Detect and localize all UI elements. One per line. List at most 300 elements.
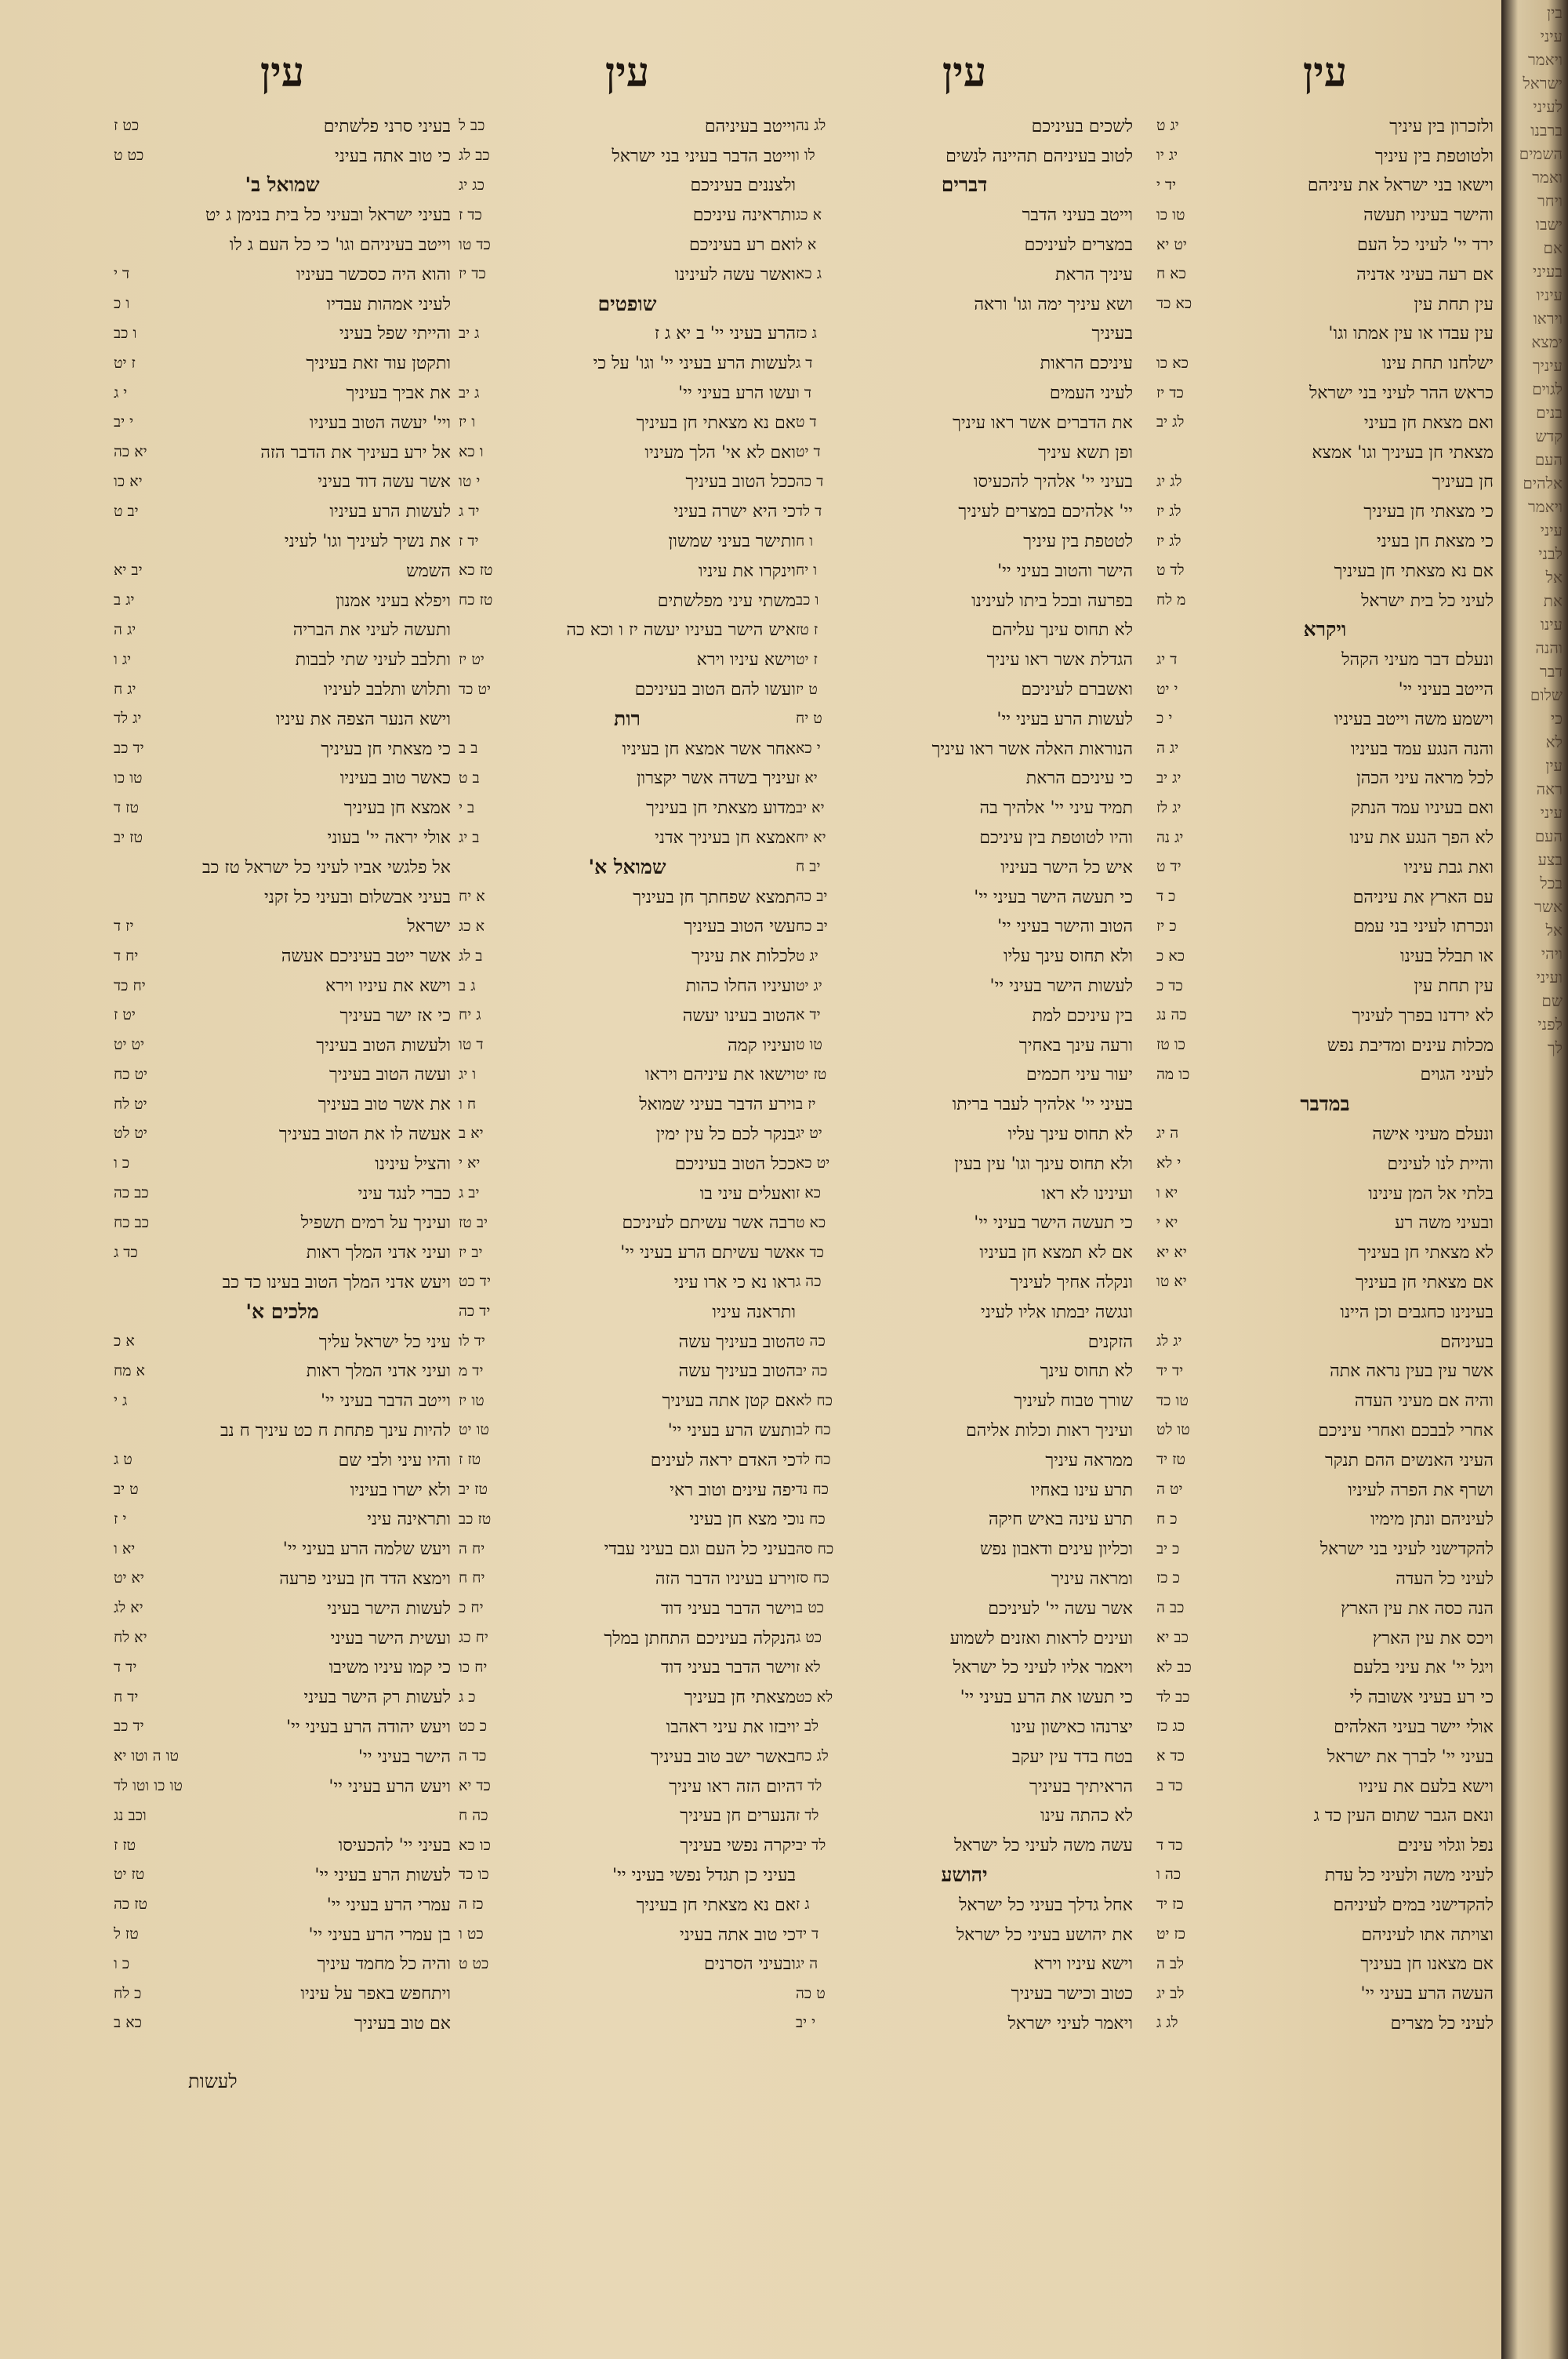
entry-text: הנה כסה את עין הארץ <box>1341 1598 1494 1619</box>
concordance-entry <box>114 378 451 408</box>
entry-reference: כח סז <box>796 1569 829 1587</box>
entry-reference: טו כד <box>1156 1391 1189 1409</box>
entry-text: כי תעשו את הרע בעיני יי' <box>960 1688 1133 1708</box>
entry-text: היום הזה ראו עיניך <box>669 1776 796 1797</box>
entry-text: ונגשה יבמתו אליו לעיני <box>980 1302 1133 1322</box>
entry-reference: כא כד <box>1156 295 1192 313</box>
entry-reference: ב לג <box>459 947 483 965</box>
entry-text: כי עיניכם הראת <box>1025 769 1133 789</box>
concordance-entry <box>1156 467 1494 497</box>
entry-reference: טז ד <box>114 798 139 816</box>
entry-reference: כד ד <box>1156 1836 1183 1854</box>
entry-reference: כא כ <box>1156 947 1185 965</box>
entry-text: ככל הטוב בעיניך <box>685 472 796 493</box>
entry-text: ושרף את הפרה לעיניו <box>1348 1480 1494 1500</box>
entry-text: ותראינה עיניכם <box>692 205 796 226</box>
entry-reference: טו יט <box>459 1421 489 1439</box>
entry-reference: כד יז <box>1156 383 1184 402</box>
concordance-entry <box>114 793 451 823</box>
entry-reference: כב לג <box>459 147 490 165</box>
entry-reference: לד ט <box>1156 562 1185 580</box>
entry-reference: כ ד <box>1156 888 1176 906</box>
concordance-entry <box>459 1089 796 1119</box>
concordance-entry <box>796 1208 1133 1238</box>
edge-fragment: בכל <box>1540 874 1563 892</box>
concordance-entry <box>459 823 796 852</box>
entry-text: ולא תחוס עינך וגו' עין בעין <box>954 1154 1133 1174</box>
entry-reference: יז ב <box>796 1095 816 1113</box>
entry-text: אם לא תמצא חן בעיניו <box>979 1243 1133 1263</box>
entry-text: ויבזו את עיני ראהבו <box>666 1717 796 1737</box>
entry-text: אל פלגשי אביו לעיני כל ישראל טז כב <box>202 857 451 878</box>
entry-text: עם הארץ את עיניהם <box>1352 887 1494 907</box>
concordance-entry <box>459 467 796 497</box>
entry-text: כי האדם יראה לעינים <box>650 1450 796 1470</box>
entry-text: ואם מצאת חן בעיני <box>1363 413 1494 433</box>
entry-reference: ו יג <box>459 1065 477 1083</box>
concordance-entry <box>114 1179 451 1209</box>
edge-fragment: לך <box>1547 1038 1563 1057</box>
edge-fragment: העם <box>1534 450 1563 469</box>
entry-reference: יט כד <box>459 680 491 698</box>
entry-text: ישראל <box>407 917 451 937</box>
entry-text: יי' אלהיכם במצרים לעיניך <box>958 502 1133 522</box>
concordance-entry <box>796 734 1133 764</box>
entry-text: עשו הרע בעיני יי' <box>678 383 796 404</box>
concordance-entry <box>1156 1830 1494 1860</box>
entry-reference: טו כו <box>1156 205 1185 224</box>
entry-reference: יג ה <box>1156 740 1179 758</box>
concordance-entry <box>459 141 796 171</box>
entry-reference: יט כח <box>114 1065 148 1083</box>
entry-text: רות <box>614 707 641 730</box>
entry-text: אם קטן אתה בעיניך <box>662 1391 796 1412</box>
entry-reference: ה יג <box>796 1954 818 1972</box>
concordance-entry <box>1156 378 1494 408</box>
entry-reference: ד ג <box>796 354 813 372</box>
entry-reference: ו יז <box>459 413 476 431</box>
edge-fragment: דבר <box>1539 662 1563 681</box>
entry-text: לא תחוס עינך עליו <box>1007 1124 1133 1144</box>
concordance-entry <box>459 1060 796 1090</box>
concordance-entry <box>1156 289 1494 319</box>
book-heading <box>1156 616 1494 645</box>
concordance-entry <box>114 1949 451 1979</box>
concordance-entry <box>459 1445 796 1475</box>
entry-text: בעיניך <box>1091 324 1133 344</box>
entry-text: וישא עיניו וירא <box>696 650 796 671</box>
entry-reference: ג ב <box>459 976 476 994</box>
entry-text: והוא היה כסכשר בעיניו <box>296 264 451 285</box>
entry-reference: א ל <box>796 235 817 253</box>
concordance-entry <box>114 1682 451 1712</box>
entry-reference: א יח <box>459 888 485 906</box>
entry-text: לעיני כל בית ישראל <box>1361 591 1494 611</box>
entry-text: כברי לנגד עיני <box>358 1183 451 1204</box>
edge-fragment: כי <box>1550 709 1563 728</box>
entry-reference: יט יט <box>114 1036 144 1054</box>
edge-fragment: העם <box>1534 827 1563 845</box>
concordance-entry <box>1156 1890 1494 1920</box>
entry-text: בעיני יי' אלהיך לעבר בריתו <box>952 1095 1133 1115</box>
entry-text: בעיני סרני פלשתים <box>323 116 451 136</box>
entry-text: יקרה נפשי בעיניך <box>680 1836 796 1856</box>
concordance-entry <box>1156 1475 1494 1505</box>
concordance-entry <box>796 616 1133 645</box>
entry-text: כי אז ישר בעיניך <box>339 1005 451 1026</box>
entry-text: אמצא חן בעיניך אדני <box>655 828 796 849</box>
concordance-entry <box>459 1830 796 1860</box>
edge-fragment: שם <box>1541 991 1563 1010</box>
entry-text: יפה עינים וטוב ראי <box>670 1480 796 1500</box>
entry-reference: כ יז <box>1156 917 1177 935</box>
concordance-entry <box>459 1386 796 1416</box>
edge-fragment: השמים <box>1519 144 1563 163</box>
entry-reference: יב טז <box>459 1213 488 1231</box>
entry-text: וישא עיניו וירא <box>1033 1954 1133 1975</box>
entry-reference: כ כז <box>1156 1569 1180 1587</box>
concordance-entry <box>114 467 451 497</box>
column-heading: עין <box>260 49 305 96</box>
entry-text: מכלות עינים ומדיבת נפש <box>1327 1035 1494 1056</box>
entry-text: בנקר לכם כל עין ימין <box>655 1124 796 1144</box>
edge-fragment: עיני <box>1540 803 1563 822</box>
concordance-entry <box>796 882 1133 912</box>
concordance-entry <box>796 1801 1133 1830</box>
concordance-entry <box>459 1208 796 1238</box>
entry-reference: י כא <box>796 740 821 758</box>
concordance-entry <box>796 1060 1133 1090</box>
edge-fragment: ישבו <box>1535 215 1563 234</box>
entry-text: חן בעיניך <box>1432 472 1494 493</box>
entry-text: וימצא הדד חן בעיני פרעה <box>279 1568 451 1589</box>
entry-text: לעיני משה ולעיני כל עדת <box>1324 1865 1494 1885</box>
entry-text: וייטב הדבר בעיני יי' <box>320 1391 451 1412</box>
concordance-entry <box>796 111 1133 141</box>
entry-reference: כט ט <box>459 1954 489 1972</box>
entry-text: שמואל א' <box>588 855 666 878</box>
entry-reference: לג ג <box>1156 2014 1178 2032</box>
entry-reference: יד ז <box>459 532 479 550</box>
entry-reference: כד ה <box>459 1747 487 1765</box>
entry-reference: יד ג <box>459 502 480 520</box>
entry-reference: טו ט <box>796 1036 822 1054</box>
entry-text: העשה הרע בעיני יי' <box>1360 1984 1494 2005</box>
entry-text: נפל וגלוי עינים <box>1397 1836 1494 1856</box>
concordance-entry <box>796 1267 1133 1297</box>
entry-reference: טו כו <box>114 769 143 787</box>
entry-text: ראו נא כי ארו עיני <box>673 1272 796 1292</box>
entry-text: ולצננים בעיניכם <box>690 176 796 196</box>
column-2 <box>796 47 1133 2038</box>
concordance-entry <box>114 941 451 971</box>
book-heading <box>459 704 796 734</box>
edge-fragment: שלום <box>1530 685 1563 704</box>
concordance-entry <box>796 556 1133 586</box>
entry-reference: ד לד <box>796 502 822 520</box>
concordance-entry <box>114 704 451 734</box>
entry-text: הנוראות האלה אשר ראו עיניך <box>931 739 1133 759</box>
entry-text: ואעלים עיני בו <box>699 1183 796 1204</box>
concordance-entry <box>1156 1119 1494 1149</box>
entry-reference: ז יט <box>796 650 818 668</box>
concordance-entry <box>114 764 451 794</box>
entry-text: והישר בעיניו תעשה <box>1363 205 1494 226</box>
concordance-entry <box>796 823 1133 852</box>
entry-reference: ה יג <box>1156 1125 1179 1143</box>
entry-reference: יח כד <box>114 976 146 994</box>
entry-reference: ו ח <box>796 532 814 550</box>
entry-text: בעיני יי' לברך את ישראל <box>1327 1747 1494 1767</box>
entry-reference: כח לא <box>796 1391 833 1409</box>
entry-text: כי תעשה הישר בעיני יי' <box>974 887 1133 907</box>
entry-text: ממראה עיניך <box>1045 1450 1133 1470</box>
entry-reference: יד כב <box>114 740 144 758</box>
concordance-entry <box>1156 1297 1494 1327</box>
entry-reference: כד א <box>1156 1747 1185 1765</box>
entry-text: לעיניהם ונתן מימיו <box>1370 1510 1494 1530</box>
concordance-entry <box>114 141 451 171</box>
entry-reference: יג יט <box>796 976 822 994</box>
concordance-entry <box>459 1327 796 1357</box>
entry-reference: כ ו <box>114 1154 130 1172</box>
concordance-entry <box>1156 1267 1494 1297</box>
entry-text: שורך טבוח לעיניך <box>1014 1391 1133 1412</box>
entry-reference: ז טז <box>796 620 818 638</box>
entry-text: תמיד עיני יי' אלהיך בה <box>979 798 1133 819</box>
entry-reference: יד ח <box>114 1688 139 1706</box>
concordance-entry <box>796 1297 1133 1327</box>
entry-reference: י לא <box>1156 1154 1181 1172</box>
concordance-entry <box>459 1504 796 1534</box>
entry-text: לעיני העמים <box>1049 383 1133 404</box>
concordance-entry <box>1156 1682 1494 1712</box>
edge-fragment: אלהים <box>1523 474 1563 493</box>
entry-reference: יח ה <box>459 1539 485 1558</box>
edge-fragment: בין <box>1547 3 1563 22</box>
entry-text: עמרי הרע בעיני יי' <box>326 1895 451 1915</box>
concordance-entry <box>114 1327 451 1357</box>
entry-reference: ג יב <box>459 383 480 402</box>
entry-reference: כד כ <box>1156 976 1183 994</box>
entry-text: ולעשות הטוב בעיניך <box>316 1035 451 1056</box>
concordance-entry <box>459 496 796 526</box>
concordance-entry <box>1156 1208 1494 1238</box>
concordance-entry <box>1156 586 1494 616</box>
entry-text: ועינים לראות ואזנים לשמוע <box>949 1628 1133 1648</box>
entry-text: תרע עינו באחיו <box>1031 1480 1133 1500</box>
concordance-entry <box>1156 734 1494 764</box>
entry-text: כי רע בעיני אשובה לי <box>1349 1688 1494 1708</box>
entry-text: עשה משה לעיני כל ישראל <box>953 1836 1133 1856</box>
entry-text: ככל הטוב בעיניכם <box>674 1154 796 1174</box>
entry-reference: ו יח <box>796 562 818 580</box>
concordance-entry <box>796 200 1133 230</box>
concordance-entry <box>114 674 451 704</box>
concordance-entry <box>114 734 451 764</box>
edge-fragment: ויאמר <box>1527 497 1563 516</box>
book-heading <box>459 289 796 319</box>
entry-text: מלכים א' <box>245 1299 319 1323</box>
entry-text: וייטב בעיניהם <box>704 116 796 136</box>
concordance-entry <box>1156 912 1494 942</box>
entry-text: לעשות הישר בעיני <box>327 1598 451 1619</box>
entry-text: את אשר טוב בעיניך <box>318 1095 451 1115</box>
entry-text: ואשברם לעיניכם <box>1021 680 1133 700</box>
entry-reference: יט כא <box>796 1154 830 1172</box>
column-heading: עין <box>1302 49 1348 96</box>
concordance-entry <box>114 1386 451 1416</box>
entry-reference: יב כח <box>796 917 828 935</box>
entry-reference: טז יב <box>459 1481 488 1499</box>
entry-reference: ט ג <box>114 1451 132 1469</box>
concordance-entry <box>114 1238 451 1267</box>
concordance-entry <box>796 1504 1133 1534</box>
entry-reference: יט יג <box>796 1125 822 1143</box>
entry-reference: א כג <box>459 917 485 935</box>
entry-reference: יח ח <box>459 1569 485 1587</box>
entry-text: לעשות רק הישר בעיני <box>303 1688 451 1708</box>
entry-reference: יח כו <box>459 1658 488 1676</box>
entry-reference: כד יז <box>459 265 486 283</box>
concordance-entry <box>796 1830 1133 1860</box>
entry-reference: טז ז <box>114 1836 136 1854</box>
entry-text: בעיני כן תגדל נפשי בעיני יי' <box>612 1865 796 1885</box>
entry-reference: לג יג <box>1156 472 1182 490</box>
entry-text: רבה אשר עשיתם לעיניכם <box>622 1213 796 1234</box>
column-4 <box>114 47 451 2038</box>
entry-reference: י כ <box>1156 710 1173 728</box>
entry-text: ירד יי' לעיני כל העם <box>1356 235 1494 256</box>
concordance-entry <box>459 1179 796 1209</box>
entry-text: הנקלה בעיניכם התחתן במלך <box>604 1628 796 1648</box>
entry-text: ועשה הטוב בעיניך <box>328 1065 451 1085</box>
concordance-entry <box>459 882 796 912</box>
entry-text: אולי יראה יי' בעוני <box>327 828 451 849</box>
concordance-entry <box>459 378 796 408</box>
concordance-entry <box>459 912 796 942</box>
entry-text: ועשו להם הטוב בעיניכם <box>634 680 796 700</box>
entry-reference: טז כח <box>459 591 493 609</box>
entry-reference: יא ו <box>1156 1184 1178 1202</box>
entry-reference: טז יט <box>114 1866 145 1884</box>
entry-reference: כט ג <box>796 1629 822 1647</box>
entry-reference: טז כה <box>114 1896 148 1914</box>
entry-reference: ד טו <box>459 1036 484 1054</box>
entry-reference: י יב <box>114 413 134 431</box>
entry-reference: יט לח <box>114 1095 147 1113</box>
entry-reference: לב י <box>796 1717 819 1736</box>
entry-reference: כא ב <box>114 2014 142 2032</box>
concordance-entry <box>1156 319 1494 349</box>
edge-fragment: לגוים <box>1532 380 1563 398</box>
edge-fragment: עיני <box>1540 521 1563 540</box>
entry-text: כי מצא חן בעיני <box>689 1510 796 1530</box>
entry-reference: יב ח <box>796 858 821 876</box>
entry-reference: יח כ <box>459 1599 484 1617</box>
catchword: לעשות <box>188 2070 238 2092</box>
concordance-entry <box>1156 793 1494 823</box>
concordance-entry <box>1156 171 1494 201</box>
concordance-entry <box>1156 852 1494 882</box>
entry-reference: יב ג <box>459 1184 480 1202</box>
concordance-entry <box>114 586 451 616</box>
entry-text: ונעלם דבר מעיני הקהל <box>1341 650 1494 671</box>
concordance-entry <box>796 793 1133 823</box>
concordance-entry <box>114 1534 451 1564</box>
concordance-entry <box>114 1445 451 1475</box>
entry-text: ועיניך על רמים תשפיל <box>300 1213 451 1234</box>
entry-text: לטטפת בין עיניך <box>1023 532 1133 552</box>
entry-text: יהושע <box>941 1863 988 1886</box>
entry-text: לכלות את עיניך <box>691 947 796 967</box>
concordance-entry <box>459 1949 796 1979</box>
edge-fragment: בעיני <box>1533 262 1563 281</box>
entry-reference: כב ה <box>1156 1599 1185 1617</box>
entry-text: ועינינו לא ראו <box>1041 1183 1133 1204</box>
concordance-entry <box>1156 1356 1494 1386</box>
concordance-entry <box>114 1890 451 1920</box>
entry-text: והציל עינינו <box>375 1154 451 1174</box>
edge-fragment: עיניך <box>1532 356 1563 375</box>
entry-reference: כד ב <box>1156 1777 1183 1795</box>
entry-text: לא תחוס עינך עליהם <box>991 620 1133 641</box>
concordance-entry <box>1156 348 1494 378</box>
entry-reference: ב ב <box>459 740 478 758</box>
concordance-entry <box>796 260 1133 289</box>
column-heading: עין <box>942 49 987 96</box>
edge-fragment: אשר <box>1534 897 1563 916</box>
concordance-entry <box>459 1564 796 1594</box>
edge-fragment: את <box>1543 591 1563 610</box>
entry-text: בפרעה ובכל ביתו לעינינו <box>971 591 1133 611</box>
entry-text: עיני כל ישראל עליך <box>318 1332 451 1352</box>
concordance-entry <box>1156 1949 1494 1979</box>
entry-text: ונקלה אחיך לעיניך <box>1010 1272 1133 1292</box>
entry-text: לעשות הרע בעיני יי' וגו' על כי <box>593 354 796 374</box>
concordance-entry <box>1156 1742 1494 1772</box>
entry-reference: יא י <box>1156 1213 1178 1231</box>
entry-reference: יד ט <box>1156 858 1181 876</box>
concordance-entry <box>114 230 451 260</box>
concordance-entry <box>796 496 1133 526</box>
concordance-entry <box>1156 882 1494 912</box>
entry-reference: א כג <box>796 205 822 224</box>
entry-reference: כב כה <box>114 1184 149 1202</box>
entry-reference: ג ז <box>796 1896 810 1914</box>
entry-text: מצאתי חן בעיניך <box>684 1688 796 1708</box>
entry-text: תרע עינה באיש חיקה <box>988 1510 1133 1530</box>
concordance-entry <box>114 1623 451 1653</box>
entry-reference: כו כד <box>459 1866 489 1884</box>
entry-text: ונכרתו לעיני בני עמם <box>1353 917 1494 937</box>
entry-text: אם נא מצאתי חן בעיניך <box>636 1895 796 1915</box>
entry-text: ותעש הרע בעיני יי' <box>667 1420 796 1441</box>
entry-text: אשר עין בעין נראה אתה <box>1330 1361 1494 1382</box>
concordance-entry <box>796 1949 1133 1979</box>
entry-reference: יט ז <box>114 1006 136 1024</box>
concordance-entry <box>1156 674 1494 704</box>
concordance-entry <box>114 971 451 1001</box>
concordance-entry <box>1156 556 1494 586</box>
concordance-entry <box>796 1564 1133 1594</box>
concordance-entry <box>1156 230 1494 260</box>
entry-reference: כג כז <box>1156 1717 1185 1736</box>
entry-text: לא הפך הנגע את עינו <box>1349 828 1494 849</box>
concordance-entry <box>796 586 1133 616</box>
concordance-entry <box>114 1860 451 1890</box>
concordance-entry <box>459 1920 796 1950</box>
